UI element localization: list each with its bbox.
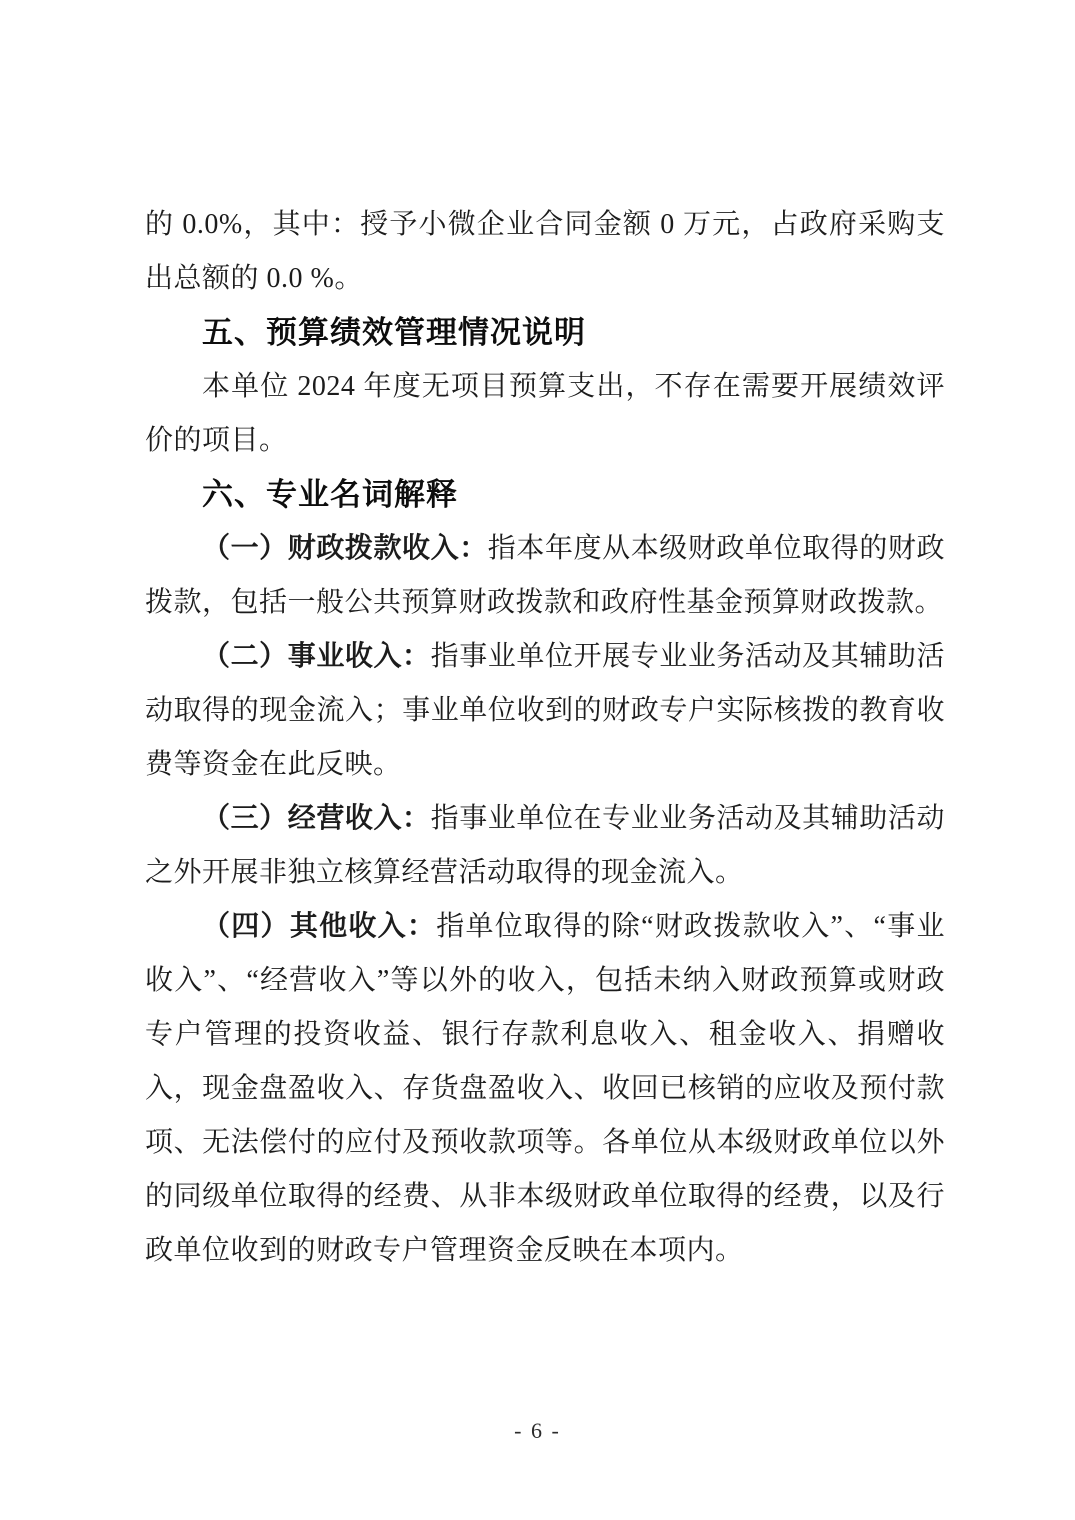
term-lead-business-income: （三）经营收入：	[202, 803, 431, 834]
term-paragraph-other-income	[145, 900, 945, 1278]
term-lead-other-income: （四）其他收入：	[202, 911, 437, 942]
paragraph-procurement-continuation: 的 0.0%，其中：授予小微企业合同金额 0 万元，占政府采购支出总额的 0.0 %。	[145, 209, 945, 294]
term-body-fiscal-appropriation-income: 指本年度从本级财政单位取得的财政拨款，包括一般公共预算财政拨款和政府性基金预算财政拨款。	[145, 533, 945, 618]
term-body-operating-income: 指事业单位开展专业业务活动及其辅助活动取得的现金流入；事业单位收到的财政专户实际核拨的教育收费等资金在此反映。	[145, 641, 945, 780]
term-body-other-income: 指单位取得的除“财政拨款收入”、“事业收入”、“经营收入”等以外的收入，包括未纳入财政预算或财政专户管理的投资收益、银行存款利息收入、租金收入、捐赠收入，现金盘盈收入、存货盘盈收入、收回已核销的应收及预付款项、无法偿付的应付及预收款项等。各单位从本级财政单位以外的同级单位取得的经费、从非本级财政单位取得的经费，以及行政单位收到的财政专户管理资金反映在本项内。	[145, 911, 945, 1266]
paragraph-performance-statement: 本单位 2024 年度无项目预算支出，不存在需要开展绩效评价的项目。	[145, 371, 945, 456]
heading-section-5-performance: 五、预算绩效管理情况说明	[202, 315, 586, 350]
heading-section-6-glossary: 六、专业名词解释	[202, 477, 458, 512]
term-body-business-income: 指事业单位在专业业务活动及其辅助活动之外开展非独立核算经营活动取得的现金流入。	[145, 803, 945, 888]
page-number: - 6 -	[514, 1418, 561, 1443]
term-paragraph-operating-income	[145, 630, 945, 792]
term-paragraph-business-income	[145, 792, 945, 900]
term-lead-fiscal-appropriation-income: （一）财政拨款收入：	[202, 533, 488, 564]
term-lead-operating-income: （二）事业收入：	[202, 641, 431, 672]
document-content	[145, 198, 945, 1278]
term-paragraph-fiscal-appropriation-income	[145, 522, 945, 630]
